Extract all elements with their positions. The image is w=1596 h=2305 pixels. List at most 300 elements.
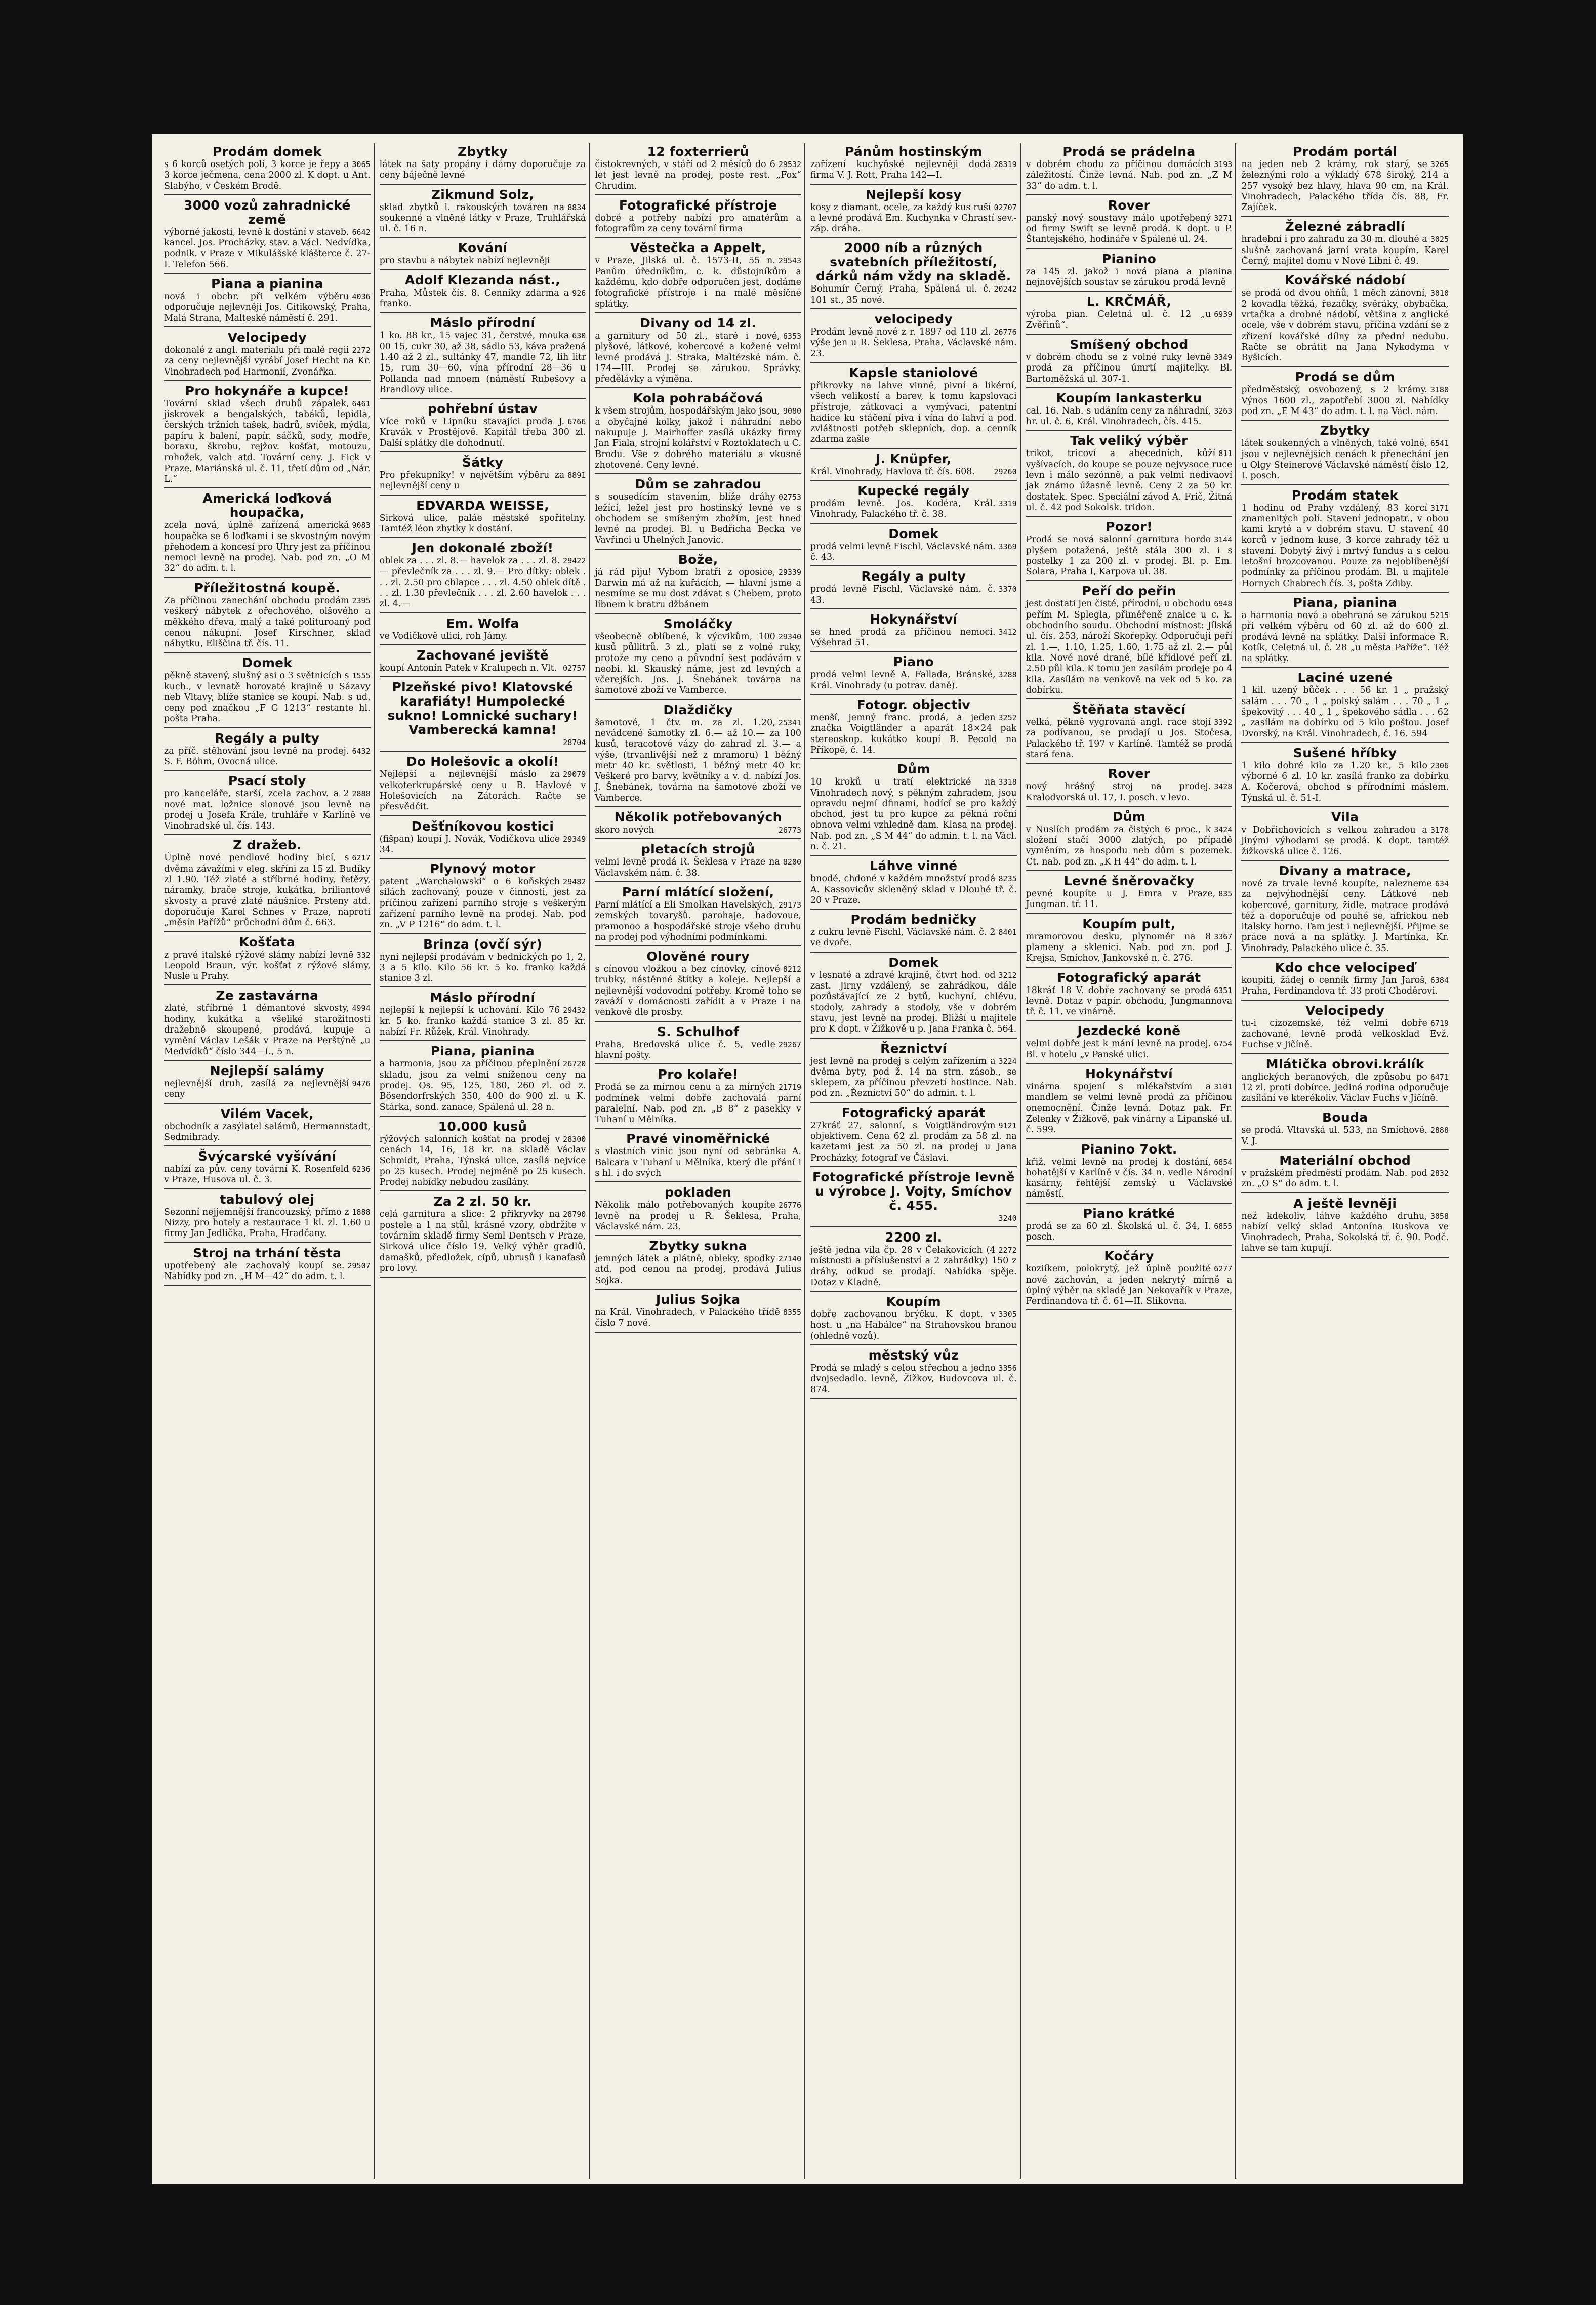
- ad-body: s sousedícím stavením, blíže dráhy ležící, ležel jest pro hostinský levné ve s obchodem se smíšeným zbožím, jest hned levné na prodej. Bl. u Bedřicha Becka ve Vavřinci u Uhelných Janovic.: [595, 492, 801, 546]
- classified-ad: [810, 653, 1017, 695]
- classified-ad: [164, 934, 371, 986]
- ad-body-wrap: [810, 627, 1017, 649]
- classified-ad: [595, 1130, 801, 1182]
- ad-body: panský nový soustavy málo upotřebený od firmy Swift se levně prodá. K dopt. u P. Štantejského, hodináře v Spálené ul. 24.: [1026, 213, 1233, 245]
- ad-body-wrap: [164, 292, 371, 324]
- ad-body: Sirková ulice, paláe městské spořitelny. Tamtéž léon zbytky k dostání.: [379, 513, 586, 534]
- ad-title: Košťata: [239, 934, 296, 950]
- ad-number: 29532: [778, 160, 801, 169]
- classified-ad: [380, 239, 586, 270]
- ad-number: 3144: [1214, 535, 1233, 545]
- ad-number: 3240: [998, 1213, 1017, 1223]
- classified-ad: [810, 696, 1017, 759]
- ad-number: 6948: [1214, 599, 1233, 609]
- classified-ad: [1026, 518, 1233, 581]
- ad-body: látek soukenných a vlněných, také volné, jsou v nejlevnějších cenách k přenechání jen u Olgy Steinerové Václavské náměstí číslo 12, I. posch.: [1241, 438, 1449, 481]
- ad-title: Jezdecké koně: [1077, 1023, 1181, 1039]
- ad-body: Prodá se nová salonní garnitura hordo plyšem potažená, ještě stála 300 zl. i s postelky 1 za 200 zl. v prodej. Bl. p. Em. Solara, Praha I, Karpova ul. 38.: [1026, 534, 1233, 578]
- ad-number: 25341: [778, 718, 801, 727]
- ad-body: šamotové, 1 čtv. m. za zl. 1.20, nevádcené šamotky zl. 6.— až 10.— za 100 kusů, teracotové vázy do zahrad zl. 3.— a výše, (trvanlivější než z mramoru) 1 běžný metr 40 kr. světlosti, 1 běžný metr 40 kr. Veškeré pro barvy, květníky a v. d. nabízí Jos. J. Šnebánek, továrna na šamotové zboží ve Vamberce.: [595, 717, 801, 803]
- ad-body-wrap: [595, 213, 801, 235]
- ad-title: Dešťníkovou kostici: [411, 818, 554, 834]
- ad-number: 3392: [1214, 718, 1233, 727]
- classified-ad: [380, 497, 586, 539]
- ad-body: v Dobřichovicích s velkou zahradou a jinými výhodami se prodá. K dopt. tamtéž žižkovská ulice č. 126.: [1241, 825, 1449, 857]
- ad-body: výborné jakosti, levně k dostání v staveb. kancel. Jos. Procházky, stav. a Václ. Nedvídka, podnik. v Praze v Mikulášské klášterce č. 27-I. Telefon 566.: [164, 227, 371, 270]
- ad-body: předměstský, osvobozený, s 2 krámy. Výnos 1600 zl., zapotřebí 3000 zl. Nabídky pod zn. „E M 43“ do adm. t. l. na Václ. nám.: [1241, 385, 1449, 417]
- ad-body-wrap: [1026, 717, 1233, 760]
- ad-body: Nejlepší a nejlevnější máslo za velkoterkrupárské ceny u B. Havlové v Holešovicích na Zátorách. Račte se přesvědčit.: [379, 769, 586, 812]
- ad-body-wrap: [164, 950, 371, 982]
- ad-body-wrap: [810, 499, 1017, 520]
- ad-body: koupí Antonín Patek v Kralupech n. Vlt.: [379, 663, 557, 674]
- ad-title: Prodám domek: [213, 144, 322, 159]
- ad-body: vinárna spojení s mlékařstvím a mandlem se velmi levně prodá za příčinou onemocnění. Činže levná. Dotaz pak. Fr. Zelenky v Žižkově, pak vinárny a Lipanské ul. č. 599.: [1026, 1082, 1233, 1135]
- classified-ad: [810, 611, 1017, 652]
- ad-title: Divany a matrace,: [1279, 863, 1411, 878]
- ad-title: Dům: [897, 762, 930, 777]
- ad-body: dobré a potřeby nabízí pro amatérům a fotografům za ceny tovární firma: [595, 213, 801, 234]
- ad-body-wrap: [380, 470, 586, 492]
- ad-body-wrap: [380, 834, 586, 856]
- ad-body: celá garnitura a slice: 2 přikryvky na postele a 1 na stůl, krásné vzory, obdržíte v továrním skladě firmy Seml Dentsch v Praze, Sirková ulice číslo 19. Velký výběr gradlů, damašků, předložek, cípů, ubrusů i kanafasů pro lovy.: [379, 1209, 586, 1273]
- classified-ad: [1241, 1109, 1449, 1150]
- ad-number: 3356: [998, 1364, 1017, 1373]
- ad-title: Laciné uzené: [1297, 670, 1393, 685]
- ad-body: velmi dobře jest k mání levně na prodej. Bl. v hotelu „v Panské ulici.: [1026, 1039, 1211, 1060]
- classified-ad: [810, 857, 1017, 910]
- ad-body: a garnitury od 50 zl., staré i nové, plyšové, látkové, kobercové a kožené velmi levné prodává J. Straka, Maltézské nám. č. 174—III. Prodej se zárukou. Správky, předělávky a výměna.: [595, 331, 801, 385]
- column-1: [163, 143, 375, 2179]
- classified-ad: [1241, 745, 1449, 807]
- ad-title: Věstečka a Appelt,: [630, 240, 766, 256]
- ad-body-wrap: [1026, 1264, 1233, 1307]
- column-4: [809, 143, 1021, 2179]
- classified-ad: [810, 1104, 1017, 1167]
- ad-body-wrap: [1241, 1072, 1449, 1104]
- classified-ad: [164, 654, 371, 728]
- ad-title: Em. Wolfa: [446, 615, 519, 631]
- ad-body-wrap: [1241, 159, 1449, 213]
- ad-body-wrap: [1026, 534, 1233, 578]
- classified-ad: [595, 143, 801, 195]
- ad-number: 926: [572, 288, 586, 298]
- classified-ad: [380, 615, 586, 645]
- ad-title: Pro hokynáře a kupce!: [185, 383, 350, 398]
- ad-body-wrap: [595, 256, 801, 309]
- ad-title: Štěňata stavěcí: [1072, 702, 1186, 717]
- ad-number: 6854: [1214, 1157, 1233, 1167]
- ad-number: 28704: [563, 738, 586, 748]
- classified-ad: [1026, 701, 1233, 764]
- ad-title: Rover: [1108, 766, 1151, 781]
- ad-number: 29349: [563, 834, 586, 844]
- ad-number: 8235: [998, 874, 1017, 884]
- ad-body: a harmonia nová a obehraná se zárukou při velkém výběru od 60 zl. až do 600 zl. prodává levně na splátky. Další informace R. Kotík, Celetná ul. č. 28 „u města Paříže“. Též na splátky.: [1241, 610, 1449, 664]
- classified-ad: [1026, 336, 1233, 388]
- ad-number: 29432: [563, 1006, 586, 1015]
- ad-body-wrap: [380, 256, 586, 266]
- ad-body-wrap: [164, 1079, 371, 1100]
- ad-body: (fišpan) koupí J. Novák, Vodičkova ulice 34.: [379, 834, 560, 855]
- classified-ad: [380, 314, 586, 399]
- ad-body: pěkně stavený, slušný asi o 3 světnicích s kuch., v levnatě horovaté krajině u Sázavy neb Vltavy, blíže stanice se koupí. Nab. s ud. ceny pod značkou „F G 1213“ restante hl. pošta Praha.: [164, 671, 371, 724]
- ad-body: v pražském předměstí prodám. Nab. pod zn. „O S“ do adm. t. l.: [1241, 1168, 1427, 1189]
- ad-body-wrap: [810, 381, 1017, 445]
- ad-title: Regály a pulty: [215, 730, 320, 746]
- ad-number: 28300: [563, 1134, 586, 1144]
- ad-body-wrap: [1241, 234, 1449, 267]
- ad-body-wrap: [164, 520, 371, 574]
- ad-title: Olověné roury: [646, 949, 750, 964]
- classified-ad: [380, 540, 586, 613]
- ad-title: Ze zastavárna: [216, 988, 319, 1003]
- ad-number: 811: [1218, 449, 1233, 459]
- ad-title: Koupím pult,: [1082, 916, 1176, 931]
- ad-title: Kupecké regály: [857, 483, 970, 499]
- ad-number: 21719: [778, 1083, 801, 1092]
- ad-title: A ještě levněji: [1293, 1196, 1397, 1211]
- ad-body: zcela nová, úplně zařízená americká houpačka se 6 loďkami i se skvostným novým přehodem a koncesí pro Uhry jest za příčinou nemoci levně na prodej. Nab. pod zn. „O M 32“ do adm. t. l.: [164, 520, 371, 574]
- ad-body: Praha, Můstek čís. 8. Cenníky zdarma a franko.: [379, 287, 569, 309]
- ad-body-wrap: [1241, 1018, 1449, 1051]
- classified-ad: [1026, 251, 1233, 292]
- classified-ad: [595, 1238, 801, 1290]
- classified-ad: [164, 275, 371, 327]
- ad-title: 2200 zl.: [885, 1229, 943, 1245]
- ad-title: Pro kolaře!: [658, 1067, 739, 1082]
- ad-number: 3271: [1214, 213, 1233, 223]
- classified-ad: [810, 1040, 1017, 1103]
- ad-title: Rover: [1108, 197, 1151, 213]
- ad-body-wrap: [810, 1309, 1017, 1342]
- classified-ad: [595, 1066, 801, 1129]
- ad-number: 29339: [778, 567, 801, 577]
- ad-body-wrap: [1026, 309, 1233, 331]
- ad-title: Piana, pianina: [1293, 595, 1397, 610]
- ad-body: koziíkem, polokrytý, jež úplně použité nové zachován, a jeden nekrytý mírně a úplný výběr na skladě Jan Nekovařík v Praze, Ferdinandova tř. č. 61—II. Slikovna.: [1026, 1264, 1233, 1307]
- classified-ad: [810, 1229, 1017, 1292]
- ad-title: Materiální obchod: [1279, 1153, 1411, 1168]
- ad-body: nový hrášný stroj na prodej. Kralodvorská ul. 17, I. posch. v levo.: [1026, 781, 1211, 803]
- ad-number: 28319: [994, 160, 1017, 169]
- ad-title: Kola pohrabáčová: [633, 391, 763, 406]
- ad-body-wrap: [164, 596, 371, 649]
- classified-ad: [1241, 594, 1449, 668]
- classified-ad: [810, 1169, 1017, 1227]
- ad-title: Dlaždičky: [663, 702, 733, 717]
- ad-title: Za 2 zl. 50 kr.: [433, 1194, 532, 1209]
- classified-ad: [380, 679, 586, 752]
- ad-body-wrap: [810, 970, 1017, 1035]
- ad-body-wrap: [1026, 1221, 1233, 1243]
- ad-title: Plynový motor: [430, 861, 536, 877]
- classified-ad: [1026, 1022, 1233, 1064]
- ad-body-wrap: [810, 327, 1017, 359]
- ad-body: nejlevnější druh, zasílá za nejlevnější ceny: [164, 1078, 349, 1100]
- ad-body: v lesnaté a zdravé krajině, čtvrt hod. od zast. Jirny vzdálený, se zahrádkou, dále pozůstávající ze 2 bytů, kuchyní, chlévu, stodoly, zahrady a stodoly, vše v dobrém stavu, jest levně na prodej. Bližší u majitele pro K dopt. v Žižkově u p. Jana Franka č. 564.: [810, 970, 1017, 1035]
- ad-number: 3010: [1430, 289, 1449, 298]
- ad-body: s cínovou vložkou a bez cínovky, cínové trubky, nástěnné štítky a koleje. Nejlepší a nejlevnější vodovodní potřeby. Kromě toho se zaváží v domácnosti zařídit a v Praze i na venkově dle prosby.: [595, 964, 801, 1018]
- ad-title: Kování: [458, 240, 508, 256]
- ad-number: 3170: [1430, 826, 1449, 835]
- ad-title: Pozor!: [1106, 519, 1153, 534]
- ad-body-wrap: [1241, 1125, 1449, 1147]
- classified-ad: [595, 702, 801, 807]
- ad-body-wrap: [164, 399, 371, 485]
- ad-body: Král. Vinohrady, Havlova tř. čís. 608.: [810, 466, 975, 477]
- ad-title: Do Holešovic a okolí!: [406, 754, 559, 769]
- ad-body: Prodám levně nové z r. 1897 od 110 zl. výše jen u R. Šeklesa, Praha, Václavské nám. 23.: [810, 327, 1017, 359]
- classified-ad: [810, 525, 1017, 567]
- ad-body-wrap: [810, 1121, 1017, 1164]
- ad-body-wrap: [380, 1134, 586, 1188]
- ad-body: upotřebený ale zachovalý koupí se. Nabídky pod zn. „H M—42“ do adm. t. l.: [164, 1260, 345, 1282]
- ad-body-wrap: [1026, 159, 1233, 192]
- ad-number: 3318: [998, 777, 1017, 787]
- ad-title: Kdo chce velocipeď: [1275, 960, 1415, 975]
- ad-number: 02707: [994, 202, 1017, 212]
- ad-title: Regály a pulty: [861, 569, 966, 584]
- classified-ad: [164, 490, 371, 578]
- ad-number: 630: [572, 331, 586, 341]
- ad-body-wrap: [1241, 825, 1449, 857]
- ad-number: 6541: [1430, 439, 1449, 448]
- classified-ad: [595, 615, 801, 700]
- ad-body: patent „Warchalowski“ o 6 koňských silách zachovaný, pouze v činnosti, jest za příčinou zařízení parního stroje s veškerým zařízení parního levně na prodej. Nab. pod zn. „V P 1216“ do adm. t. l.: [379, 877, 586, 930]
- ad-body-wrap: [810, 713, 1017, 756]
- ad-body-wrap: [810, 874, 1017, 906]
- ad-body: jest dostati jen čisté, přírodní, u obchodu peřím M. Splegla, přiměřeně znalce u c. k. obchodního soudu. Obchodní místnost: Jílská ul. čís. 253, nároží Skořepky. Odporučuji peří zl. 1.—, 1.10, 1.25, 1.60, 1.75 až zl. 2.— půl kila. Nové nové drané, bílé křídlové peří zl. 2.50 půl kila. K tomu jen zasílám prodeje po 4 kila. Zasílám na venkově na vek od 5 ko. za dobírku.: [1026, 599, 1233, 695]
- column-6: [1240, 143, 1452, 2179]
- ad-number: 29340: [778, 632, 801, 641]
- ad-body: se prodá. Vltavská ul. 533, na Smíchově. V. J.: [1241, 1125, 1427, 1146]
- ad-body-wrap: [595, 1082, 801, 1125]
- ad-body: Parní mlátící a Eli Smolkan Havelských, zemských tovaryšů. parohaje, hadovoue, pramonoo a hospodářské stroje všeho druhu na prodej pod výhodními podmínkami.: [595, 899, 801, 942]
- ad-body-wrap: [380, 159, 586, 181]
- ad-body: výroba pian. Celetná ul. č. 12 „u Zvěřinů“.: [1026, 309, 1211, 331]
- ad-body: jemných látek a plátně, obleky, spodky atd. pod cenou na prodej, prodává Julius Sojka.: [595, 1254, 801, 1286]
- ad-body: 1 kil. uzený bůček . . . 56 kr. 1 „ pražský salám . . . 70 „ 1 „ polský salám . . . 70 „ 1 „ špekovitý . . . 40 „ 1 „ špekového sádla . . . 62 „ zasílám na dobírku od 5 kilo poštou. Josef Dvorský, na Král. Vinohradech, č. 16. 594: [1241, 685, 1449, 739]
- ad-body: z cukru levně Fischl, Václavské nám. č. 2 ve dvoře.: [810, 927, 996, 949]
- ad-body: Za příčinou zanechání obchodu prodám veškerý nábytek z ořechového, olšového a měkkého dřeva, malý a také polituroaný pod cenou nákupní. Josef Kirschner, sklad nábytku, Eliščina tř. čís. 11.: [164, 595, 371, 649]
- ad-number: 6236: [352, 1165, 371, 1174]
- ad-body-wrap: [380, 631, 586, 642]
- ad-body: nabízí za pův. ceny tovární K. Rosenfeld v Praze, Husova ul. č. 3.: [164, 1164, 349, 1185]
- ad-number: 3424: [1214, 825, 1233, 834]
- classified-ad: [1026, 873, 1233, 914]
- newspaper-page: [152, 134, 1463, 2184]
- classified-ad: [1026, 765, 1233, 807]
- ad-body-wrap: [1241, 1168, 1449, 1190]
- ad-title: Julius Sojka: [656, 1292, 741, 1307]
- ad-body-wrap: [1241, 288, 1449, 363]
- ad-number: 9083: [352, 521, 371, 530]
- ad-title: pohřební ústav: [427, 401, 538, 417]
- ad-number: 3193: [1214, 160, 1233, 169]
- ad-body: sklad zbytků l. rakouských továren na soukenné a vlněné látky v Praze, Truhlářská ul. č. 16 n.: [379, 202, 586, 234]
- ad-number: 3025: [1430, 235, 1449, 244]
- ad-number: 8401: [998, 928, 1017, 937]
- ad-body-wrap: [380, 202, 586, 235]
- ad-title: Velocipedy: [227, 330, 307, 345]
- ad-number: 6351: [1214, 985, 1233, 995]
- ad-title: Divany od 14 zl.: [640, 315, 757, 331]
- classified-ad: [595, 1291, 801, 1333]
- ad-body-wrap: [1026, 985, 1233, 1018]
- ad-number: 8834: [567, 202, 586, 212]
- ad-title: Piano: [893, 654, 934, 670]
- ad-number: 8200: [783, 857, 801, 867]
- classified-ad: [1026, 969, 1233, 1021]
- ad-body: za 145 zl. jakož i nová piana a pianina nejnovějších soustav se zárukou prodá levně: [1026, 266, 1233, 288]
- classified-ad: [380, 989, 586, 1041]
- ad-body: za příč. stěhování jsou levně na prodej. S. F. Böhm, Ovocná ulice.: [164, 746, 349, 767]
- ad-title: Hokynářství: [1085, 1066, 1173, 1082]
- ad-body-wrap: [164, 853, 371, 928]
- ad-title: Prodá se prádelna: [1062, 144, 1196, 159]
- ad-body: Několik málo potřebovaných koupíte levně na prodej u R. Šeklesa, Praha, Václavské nám. 23.: [595, 1200, 801, 1232]
- ad-body-wrap: [595, 718, 801, 804]
- ad-number: 835: [1218, 889, 1233, 899]
- ad-body-wrap: [595, 492, 801, 546]
- ad-body-wrap: [1241, 385, 1449, 417]
- ad-body: prodá velmi levně Fischl, Václavské nám. č. 43.: [810, 541, 996, 562]
- ad-title: Železné zábradlí: [1285, 219, 1405, 234]
- ad-body-wrap: [380, 663, 586, 674]
- ad-body-wrap: [810, 284, 1017, 306]
- ad-number: 2306: [1430, 761, 1449, 770]
- classified-ad: [1026, 1248, 1233, 1310]
- ad-number: 26773: [778, 826, 801, 835]
- classified-ad: [164, 1191, 371, 1243]
- ad-title: Piano krátké: [1083, 1206, 1175, 1221]
- ad-number: 2888: [1430, 1126, 1449, 1135]
- ad-body: Bohumír Černý, Praha, Spálená ul. č. 101 st., 35 nové.: [810, 284, 991, 305]
- ad-number: 3252: [998, 713, 1017, 723]
- classified-ad: [380, 1118, 586, 1191]
- ad-body: 27kráť 27, salonní, s Voigtländrovým objektivem. Cena 62 zl. prodám za 58 zl. na kazetami jest za 50 zl. na prodej u Jana Procházky, fotograf ve Čáslavi.: [810, 1120, 1017, 1163]
- ad-body-wrap: [1026, 448, 1233, 513]
- ad-number: 6353: [783, 331, 801, 341]
- ad-body: Sezonní nejjemnější francouzský, přímo z Nizzy, pro hotely a restaurace 1 kl. zl. 1.60 u firmy Jan Jedlička, Praha, Hradčany.: [164, 1207, 371, 1239]
- ad-body: dobře zachovanou brýčku. K dopt. v host. u „na Habálce“ na Strahovskou branou (ohledně vozů).: [810, 1309, 1017, 1341]
- ad-number: 28790: [563, 1210, 586, 1219]
- ad-body-wrap: [1241, 503, 1449, 589]
- ad-number: 29079: [563, 770, 586, 779]
- ad-number: 3065: [352, 160, 371, 169]
- classified-ad: [810, 450, 1017, 481]
- ad-body-wrap: [595, 331, 801, 385]
- classified-ad: [1026, 1141, 1233, 1204]
- ad-body: koupiti, žádej o cenník firmy Jan Jaroš, Praha, Ferdinandova tř. 33 proti Choděrovi.: [1241, 975, 1438, 997]
- ad-title: S. Schulhof: [657, 1024, 740, 1039]
- classified-ad: [164, 772, 371, 835]
- ad-title: Plzeňské pivo! Klatovské karafiáty! Humpolecké sukno! Lomnické suchary! Vamberecká kamna!: [387, 680, 578, 737]
- ad-number: 1555: [352, 671, 371, 681]
- ad-title: Zbytky sukna: [649, 1239, 747, 1254]
- ad-body: skoro nových: [595, 825, 654, 836]
- ad-body: v Nuslích prodám za čistých 6 proc., k složení stačí 3000 zlatých, po případě vyměním, za hospodu neb dům s pozemek. Ct. nab. pod zn. „K H 44“ do adm. t. l.: [1026, 824, 1233, 867]
- ad-body-wrap: [380, 513, 586, 535]
- classified-ad: [164, 837, 371, 932]
- classified-ad: [810, 364, 1017, 449]
- ad-body-wrap: [810, 584, 1017, 606]
- ad-number: 20242: [994, 284, 1017, 294]
- ad-body-wrap: [380, 331, 586, 395]
- classified-ad: [1241, 487, 1449, 593]
- ad-title: Stroj na trhání těsta: [193, 1245, 342, 1260]
- ad-number: 4994: [352, 1004, 371, 1013]
- classified-ad: [380, 400, 586, 452]
- ad-body-wrap: [595, 964, 801, 1018]
- classified-ad: [1241, 143, 1449, 217]
- ad-title: Brinza (ovčí sýr): [423, 936, 542, 952]
- ad-body: v dobrém chodu za příčinou domácích záležitostí. Činže levná. Nab. pod zn. „Z M 33“ do adm. t. l.: [1026, 159, 1233, 191]
- ad-title: Kočáry: [1104, 1249, 1154, 1264]
- ad-title: Dům se zahradou: [635, 477, 761, 492]
- ad-title: Psací stoly: [228, 773, 306, 789]
- classified-ad: [1026, 916, 1233, 968]
- classified-ad: [810, 239, 1017, 309]
- classified-ad: [595, 809, 801, 839]
- classified-ad: [164, 383, 371, 488]
- ad-title: L. KRČMÁŘ,: [1086, 294, 1172, 309]
- ad-body-wrap: [1241, 685, 1449, 739]
- ad-body-wrap: [164, 345, 371, 378]
- ad-number: 9121: [998, 1121, 1017, 1130]
- ad-body: v Praze, Jilská ul. č. 1573-II, 55 n. Panům úředníkům, c. k. důstojníkům a každému, kdo dobře odporučen jest, dodáme fotografické přístroje i na malé měsíčné splátky.: [595, 256, 801, 309]
- ad-body-wrap: [164, 789, 371, 832]
- ad-number: 6277: [1214, 1264, 1233, 1274]
- ad-body: cal. 16. Nab. s udáním ceny za náhradní, hr. ul. č. 6, Král. Vinohradech, čís. 415.: [1026, 405, 1211, 427]
- ad-body-wrap: [810, 777, 1017, 852]
- ad-number: 3412: [998, 627, 1017, 637]
- classified-ad: [1026, 808, 1233, 871]
- ad-title: Velocipedy: [1305, 1003, 1385, 1018]
- ad-body: jest levně na prodej s celým zařízením a dvěma byty, pod ž. 14 na strn. zásob., se sklepem, za příčinou převzetí hostince. Nab. pod zn. „Řeznictví 50“ do admin. t. l.: [810, 1056, 1017, 1099]
- ad-body: pro stavbu a nábytek nabízí nejlevněji: [379, 256, 550, 266]
- ad-body-wrap: [1241, 610, 1449, 664]
- ad-body: všeobecně oblíbené, k výcvikům, 100 kusů půllitrů. 3 zl., platí se z volné ruky, protože my ceno a původní šest podávám v neobi. kl. Skauský náme, jest zd levných a včerejších. Jos. J. Šnebánek továrna na šamotové zboží ve Vamberce.: [595, 631, 801, 696]
- ad-title: Z dražeb.: [233, 838, 302, 853]
- classified-ad: [164, 580, 371, 653]
- ad-body-wrap: [595, 632, 801, 696]
- ad-body-wrap: [810, 1245, 1017, 1288]
- classified-ad: [595, 841, 801, 882]
- ad-number: 26720: [563, 1059, 586, 1069]
- ad-number: 2272: [352, 345, 371, 355]
- ad-number: 3369: [998, 542, 1017, 551]
- ad-number: 29482: [563, 877, 586, 887]
- ad-title: J. Knüpfer,: [875, 451, 952, 466]
- ad-title: Piana, pianina: [430, 1044, 535, 1059]
- ad-number: 6384: [1430, 976, 1449, 985]
- ad-number: 3058: [1430, 1211, 1449, 1221]
- ad-number: 6217: [352, 853, 371, 863]
- ad-title: Prodám portál: [1293, 144, 1398, 159]
- classified-ad: [164, 143, 371, 195]
- classified-ad: [595, 884, 801, 946]
- classified-ad: [1241, 218, 1449, 270]
- ad-body-wrap: [810, 927, 1017, 949]
- classified-ad: [595, 197, 801, 238]
- classified-ad: [1026, 293, 1233, 335]
- ad-body: z pravé italské rýžové slámy nabízí levně Leopold Braun, výr. košťat z rýžové slámy, Nusle u Prahy.: [164, 950, 371, 982]
- ad-title: Prodám bedničky: [850, 912, 977, 927]
- ad-title: Zikmund Solz,: [431, 187, 535, 202]
- ad-title: Řeznictví: [880, 1041, 947, 1056]
